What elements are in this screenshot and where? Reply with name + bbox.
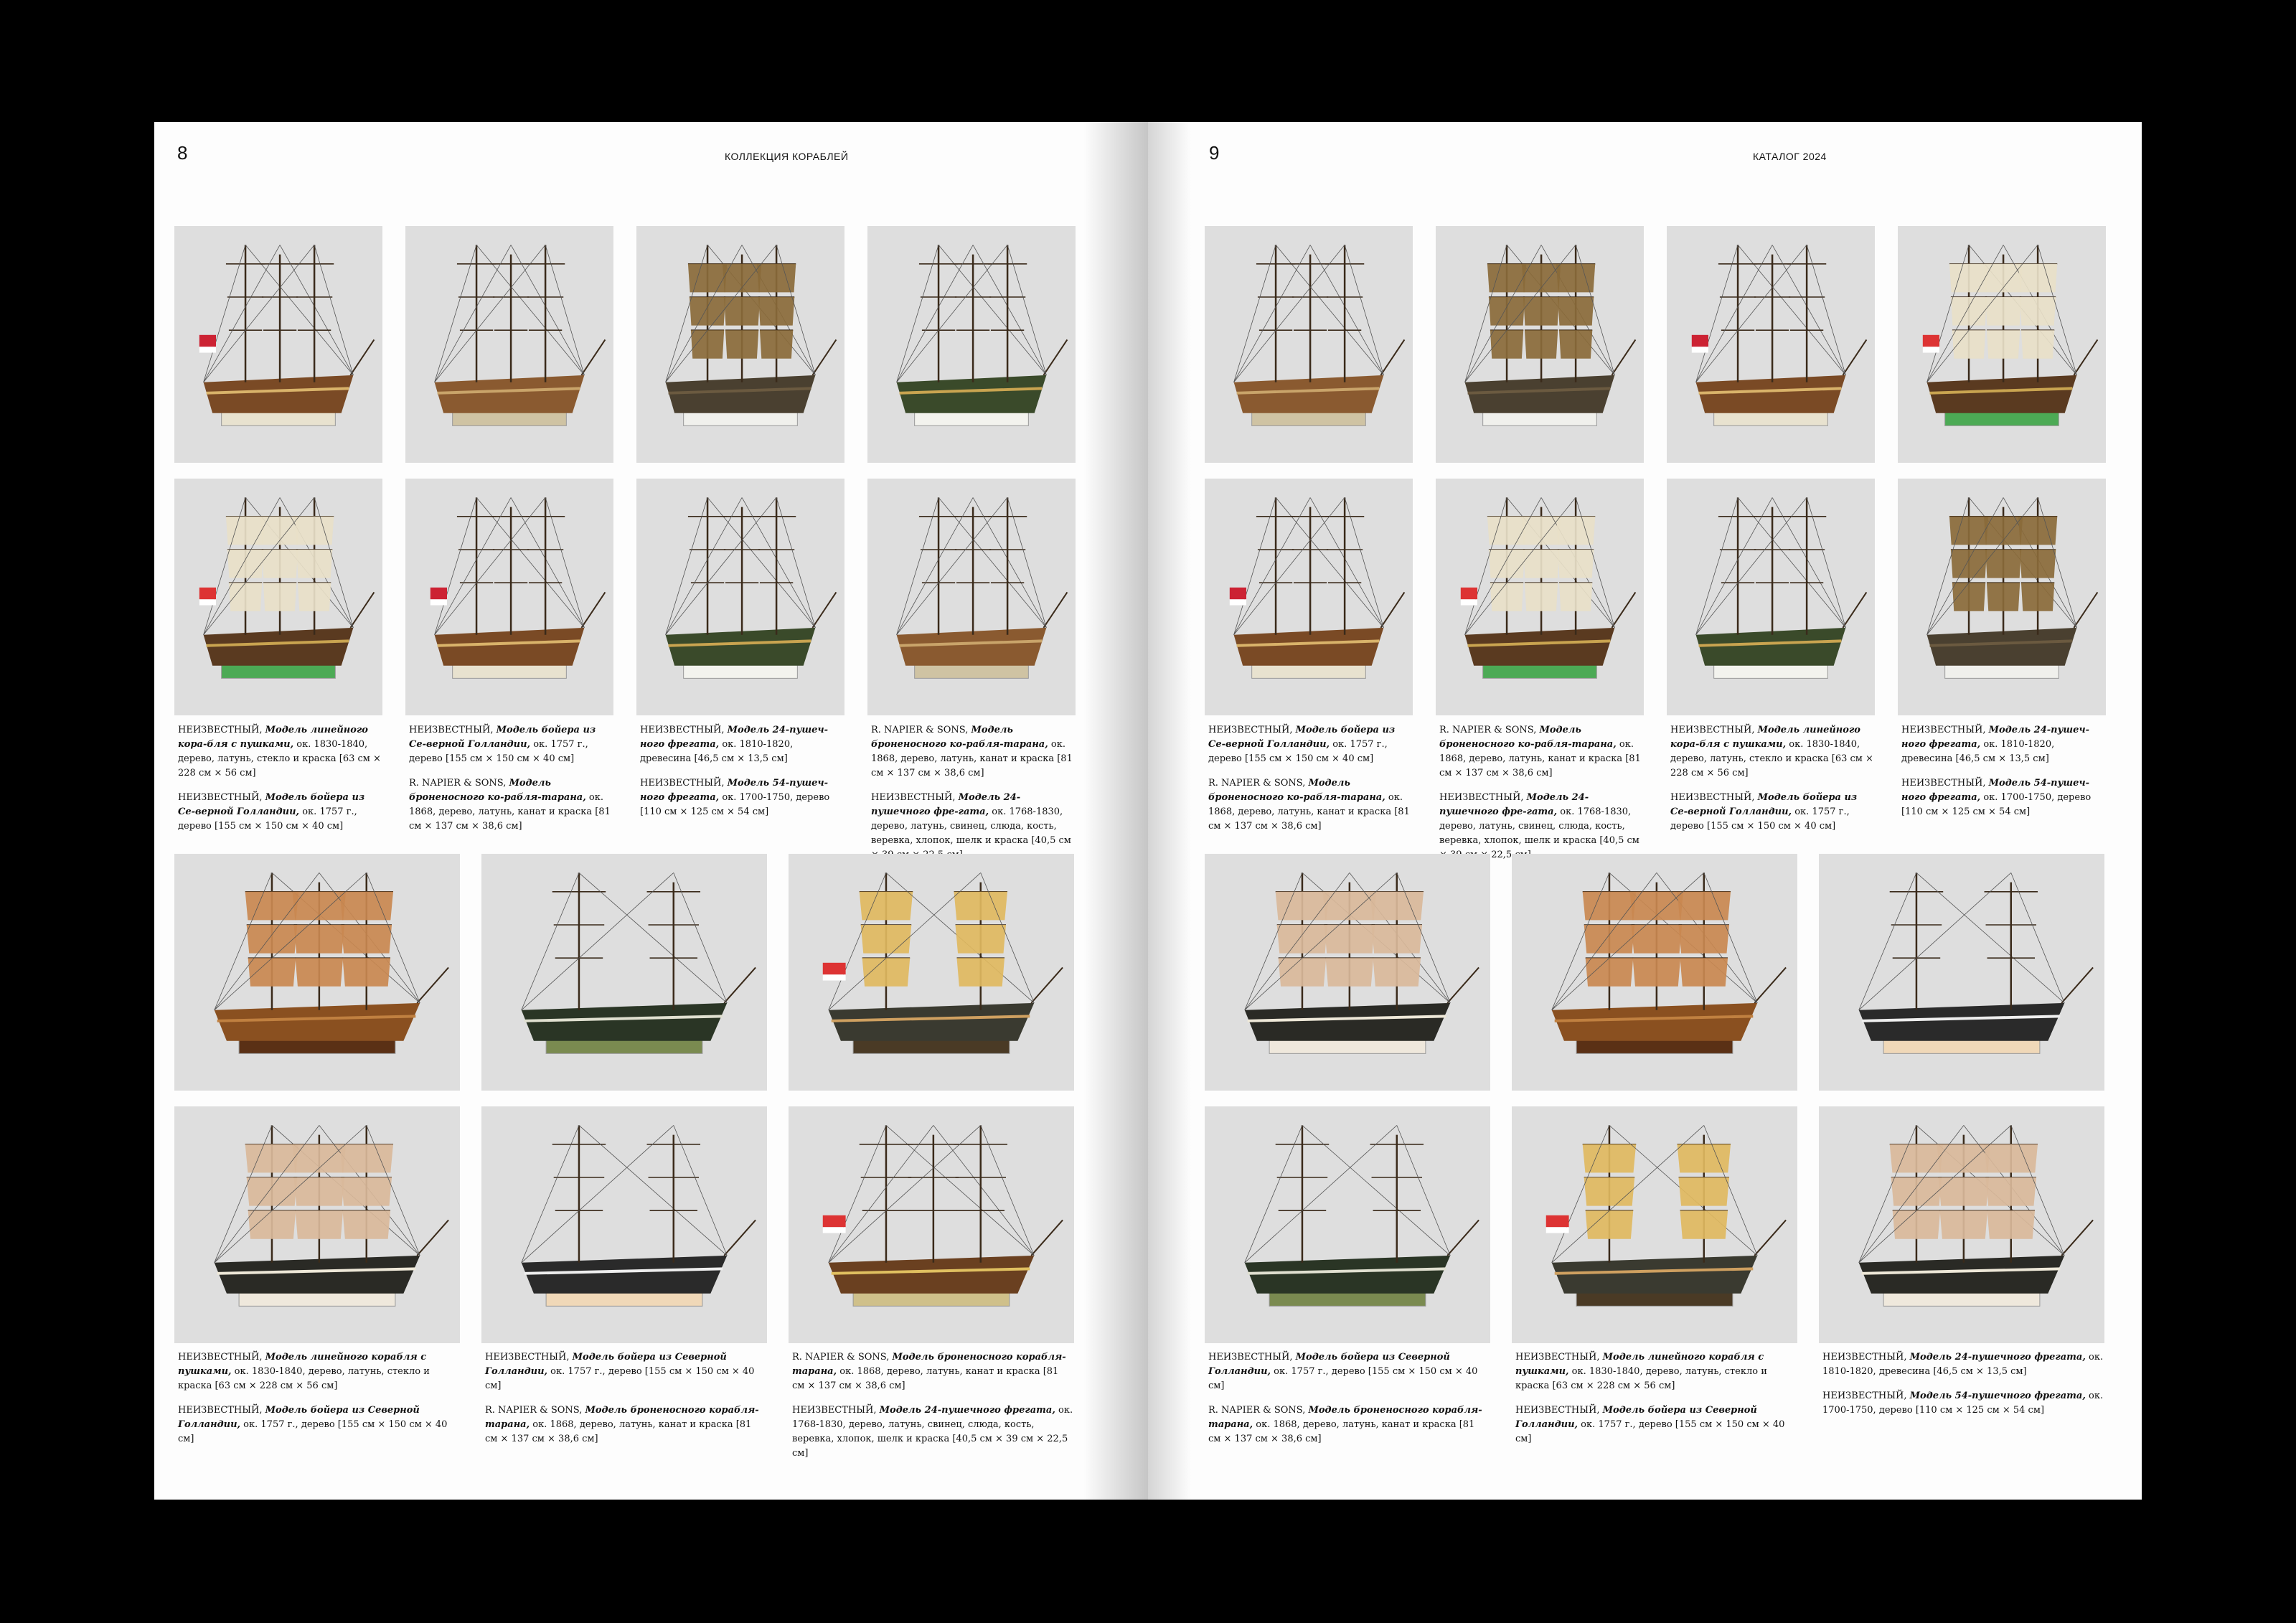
photo-caption (1515, 1350, 1797, 1457)
caption-model: Модель бойера из Северной Голландии, (178, 1405, 420, 1430)
caption-entry (1208, 1403, 1490, 1446)
ship-photo (481, 1106, 767, 1343)
ship-photo (1819, 854, 2104, 1091)
ship-photo (1898, 479, 2106, 715)
caption-maker: НЕИЗВЕСТНЫЙ, (178, 725, 265, 735)
caption-details: ок. 1810-1820, древесина [46,5 см × 13,5 см] (1901, 739, 2055, 764)
caption-maker: НЕИЗВЕСТНЫЙ, (1208, 725, 1296, 735)
caption-maker: R. NAPIER & SONS, (1439, 725, 1540, 735)
caption-maker: НЕИЗВЕСТНЫЙ, (178, 1352, 265, 1363)
caption-details: ок. 1810-1820, древесина [46,5 см × 13,5 см] (640, 739, 794, 764)
left-page (154, 122, 1148, 1500)
caption-model: Модель 24-пушечного фрегата, (1909, 1352, 2086, 1363)
photo-caption (1901, 723, 2105, 829)
caption-entry (1670, 723, 1874, 781)
caption-details: ок. 1757 г., дерево [155 см × 150 см × 40 см] (1670, 806, 1850, 832)
caption-model: Модель линейного корабля с пушками, (178, 1352, 427, 1377)
caption-entry (409, 723, 613, 766)
ship-photo (1898, 226, 2106, 463)
photo-caption (409, 723, 613, 844)
ship-photo (174, 854, 460, 1091)
caption-maker: НЕИЗВЕСТНЫЙ, (1822, 1391, 1910, 1401)
caption-entry (792, 1350, 1073, 1393)
caption-model: Модель бойера из Се-верной Голландии, (178, 792, 365, 817)
ship-photo (1512, 1106, 1797, 1343)
caption-maker: НЕИЗВЕСТНЫЙ, (1208, 1352, 1296, 1363)
photo-caption (1822, 1350, 2104, 1428)
ship-photo (405, 226, 613, 463)
caption-maker: НЕИЗВЕСТНЫЙ, (871, 792, 959, 803)
caption-model: Модель линейного корабля с пушками, (1515, 1352, 1764, 1377)
caption-model: Модель 54-пушеч-ного фрегата, (1901, 778, 2090, 803)
caption-details: ок. 1868, дерево, латунь, канат и краска [81 см × 137 см × 38,6 см] (409, 792, 611, 832)
caption-entry (1670, 791, 1874, 834)
photo-caption (1208, 723, 1412, 844)
photo-caption (640, 723, 844, 829)
caption-maker: R. NAPIER & SONS, (485, 1405, 585, 1416)
ship-photo (1205, 1106, 1490, 1343)
caption-maker: НЕИЗВЕСТНЫЙ, (640, 725, 728, 735)
caption-entry (178, 1350, 459, 1393)
caption-entry (178, 723, 382, 781)
caption-details: ок. 1768-1830, дерево, латунь, свинец, слюда, кость, веревка, хлопок, шелк и краска [40,5 см (871, 806, 1071, 846)
photo-caption (485, 1350, 766, 1457)
caption-model: Модель 24-пушечного фре-гата, (1439, 792, 1589, 817)
caption-model: Модель 54-пушечного фрегата, (1909, 1391, 2086, 1401)
caption-model: Модель 24-пушечного фрегата, (879, 1405, 1055, 1416)
caption-details: ок. 1768-1830, дерево, латунь, свинец, слюда, кость, веревка, хлопок, шелк и краска [40,5 см × 39 см × 22,5 см] (792, 1405, 1073, 1459)
caption-model: Модель броненосного корабля-тарана, (792, 1352, 1066, 1377)
caption-model: Модель броненосного корабля-тарана, (1208, 1405, 1482, 1430)
caption-model: Модель броненосного ко-рабля-тарана, (871, 725, 1048, 750)
caption-details: ок. 1868, дерево, латунь, канат и краска [81 см × 137 см × 38,6 см] (1208, 1419, 1475, 1444)
caption-model: Модель броненосного ко-рабля-тарана, (1208, 778, 1385, 803)
caption-maker: НЕИЗВЕСТНЫЙ, (178, 792, 265, 803)
caption-maker: НЕИЗВЕСТНЫЙ, (1822, 1352, 1910, 1363)
caption-model: Модель бойера из Се-верной Голландии, (409, 725, 596, 750)
caption-model: Модель броненосного корабля-тарана, (485, 1405, 759, 1430)
ship-photo (1205, 854, 1490, 1091)
caption-maker: R. NAPIER & SONS, (1208, 778, 1309, 789)
caption-entry (409, 776, 613, 834)
ship-photo (1436, 226, 1644, 463)
ship-photo (1205, 479, 1413, 715)
caption-model: Модель бойера из Се-верной Голландии, (1670, 792, 1858, 817)
caption-details: ок. 1810-1820, древесина [46,5 см × 13,5 см] (1822, 1352, 2104, 1377)
caption-entry (1208, 776, 1412, 834)
caption-maker: НЕИЗВЕСТНЫЙ, (1515, 1405, 1603, 1416)
caption-maker: НЕИЗВЕСТНЫЙ, (485, 1352, 573, 1363)
caption-model: Модель бойера из Се-верной Голландии, (1208, 725, 1396, 750)
caption-model: Модель линейного кора-бля с пушками, (178, 725, 368, 750)
caption-maker: НЕИЗВЕСТНЫЙ, (1670, 792, 1758, 803)
ship-photo (636, 479, 844, 715)
photo-caption (178, 1350, 459, 1457)
caption-details: ок. 1830-1840, дерево, латунь, стекло и краска [63 см × 228 см × 56 см] (178, 739, 381, 778)
caption-details: ок. 1757 г., дерево [155 см × 150 см × 40 см] (178, 1419, 448, 1444)
caption-entry (1208, 723, 1412, 766)
running-header: КАТАЛОГ 2024 (1753, 151, 1827, 162)
ship-photo (481, 854, 767, 1091)
caption-details: ок. 1830-1840, дерево, латунь, стекло и краска [63 см × 228 см × 56 см] (1515, 1366, 1767, 1391)
caption-details: ок. 1868, дерево, латунь, канат и краска [81 см × 137 см × 38,6 см] (485, 1419, 752, 1444)
caption-entry (1515, 1403, 1797, 1446)
caption-model: Модель 24-пушечного фре-гата, (871, 792, 1021, 817)
caption-details: ок. 1830-1840, дерево, латунь, стекло и краска [63 см × 228 см × 56 см] (1670, 739, 1873, 778)
right-page (1148, 122, 2142, 1500)
caption-entry (485, 1403, 766, 1446)
caption-details: ок. 1757 г., дерево [155 см × 150 см × 40 см] (178, 806, 357, 832)
caption-details: ок. 1700-1750, дерево [110 см × 125 см × 54 см] (1822, 1391, 2104, 1416)
caption-details: ок. 1768-1830, дерево, латунь, свинец, слюда, кость, веревка, хлопок, шелк и краска [40,5 см 22,5 (1439, 806, 1639, 860)
ship-photo (1667, 479, 1875, 715)
spine-shadow (1148, 122, 1191, 1500)
caption-maker: НЕИЗВЕСТНЫЙ, (1901, 778, 1989, 789)
photo-caption (178, 723, 382, 844)
photo-caption (871, 723, 1075, 872)
caption-entry (640, 776, 844, 819)
caption-details: ок. 1868, дерево, латунь, канат и краска [81 см × 137 см × 38,6 см] (1439, 739, 1641, 778)
ship-photo (174, 226, 382, 463)
caption-entry (871, 791, 1075, 862)
caption-model: Модель броненосного ко-рабля-тарана, (1439, 725, 1617, 750)
page-number: 9 (1209, 142, 1220, 164)
caption-details: ок. 1757 г., дерево [155 см × 150 см × 40 см] (1208, 1366, 1478, 1391)
caption-model: Модель 54-пушеч-ного фрегата, (640, 778, 829, 803)
caption-entry (1901, 723, 2105, 766)
caption-entry (1208, 1350, 1490, 1393)
caption-details: ок. 1757 г., дерево [155 см × 150 см × 40 см] (409, 739, 588, 764)
caption-details: ок. 1868, дерево, латунь, канат и краска [81 см × 137 см × 38,6 см] (871, 739, 1073, 778)
caption-maker: НЕИЗВЕСТНЫЙ, (640, 778, 728, 789)
caption-model: Модель линейного кора-бля с пушками, (1670, 725, 1860, 750)
caption-model: Модель 24-пушеч-ного фрегата, (640, 725, 829, 750)
caption-maker: НЕИЗВЕСТНЫЙ, (409, 725, 497, 735)
photo-caption (1439, 723, 1643, 872)
ship-photo (789, 854, 1074, 1091)
caption-maker: НЕИЗВЕСТНЫЙ, (1670, 725, 1758, 735)
caption-maker: R. NAPIER & SONS, (792, 1352, 893, 1363)
caption-model: Модель бойера из Северной Голландии, (1515, 1405, 1757, 1430)
caption-entry (1439, 723, 1643, 781)
caption-maker: НЕИЗВЕСТНЫЙ, (1901, 725, 1989, 735)
caption-entry (871, 723, 1075, 781)
photo-caption (1670, 723, 1874, 844)
photo-caption (792, 1350, 1073, 1471)
caption-maker: НЕИЗВЕСТНЫЙ, (178, 1405, 265, 1416)
caption-entry (792, 1403, 1073, 1461)
caption-details: ок. 1700-1750, дерево [110 см × 125 см × 54 см] (1901, 792, 2092, 817)
caption-model: Модель бойера из Северной Голландии, (1208, 1352, 1450, 1377)
caption-maker: НЕИЗВЕСТНЫЙ, (792, 1405, 880, 1416)
caption-maker: R. NAPIER & SONS, (871, 725, 971, 735)
caption-entry (1822, 1350, 2104, 1379)
caption-details: ок. 1868, дерево, латунь, канат и краска [81 см × 137 см × 38,6 см] (792, 1366, 1059, 1391)
ship-photo (1667, 226, 1875, 463)
caption-entry (178, 1403, 459, 1446)
caption-model: Модель броненосного ко-рабля-тарана, (409, 778, 586, 803)
caption-details: ок. 1757 г., дерево [155 см × 150 см × 40 см] (1208, 739, 1388, 764)
caption-details: ок. 1757 г., дерево [155 см × 150 см × 40 см] (485, 1366, 755, 1391)
ship-photo (174, 479, 382, 715)
ship-photo (1512, 854, 1797, 1091)
ship-photo (867, 226, 1076, 463)
caption-details: ок. 1868, дерево, латунь, канат и краска [81 см × 137 см × 38,6 см] (1208, 792, 1410, 832)
caption-maker: НЕИЗВЕСТНЫЙ, (1439, 792, 1527, 803)
caption-entry (178, 791, 382, 834)
caption-details: ок. 1830-1840, дерево, латунь, стекло и краска [63 см × 228 см × 56 см] (178, 1366, 430, 1391)
ship-photo (789, 1106, 1074, 1343)
running-header: КОЛЛЕКЦИЯ КОРАБЛЕЙ (725, 151, 849, 162)
caption-entry (1901, 776, 2105, 819)
caption-model: Модель бойера из Северной Голландии, (485, 1352, 727, 1377)
ship-photo (1819, 1106, 2104, 1343)
ship-photo (405, 479, 613, 715)
caption-entry (1515, 1350, 1797, 1393)
caption-maker: НЕИЗВЕСТНЫЙ, (1515, 1352, 1603, 1363)
page-number: 8 (177, 142, 188, 164)
caption-entry (640, 723, 844, 766)
caption-entry (1822, 1389, 2104, 1418)
ship-photo (867, 479, 1076, 715)
spine-shadow (1083, 122, 1148, 1500)
photo-caption (1208, 1350, 1490, 1457)
caption-maker: R. NAPIER & SONS, (409, 778, 509, 789)
ship-photo (636, 226, 844, 463)
ship-photo (1436, 479, 1644, 715)
caption-maker: R. NAPIER & SONS, (1208, 1405, 1309, 1416)
caption-entry (1439, 791, 1643, 862)
caption-model: Модель 24-пушеч-ного фрегата, (1901, 725, 2090, 750)
caption-entry (485, 1350, 766, 1393)
ship-photo (174, 1106, 460, 1343)
caption-details: ок. 1700-1750, дерево [110 см × 125 см × 54 см] (640, 792, 830, 817)
ship-photo (1205, 226, 1413, 463)
caption-details: ок. 1757 г., дерево [155 см × 150 см × 40 см] (1515, 1419, 1785, 1444)
